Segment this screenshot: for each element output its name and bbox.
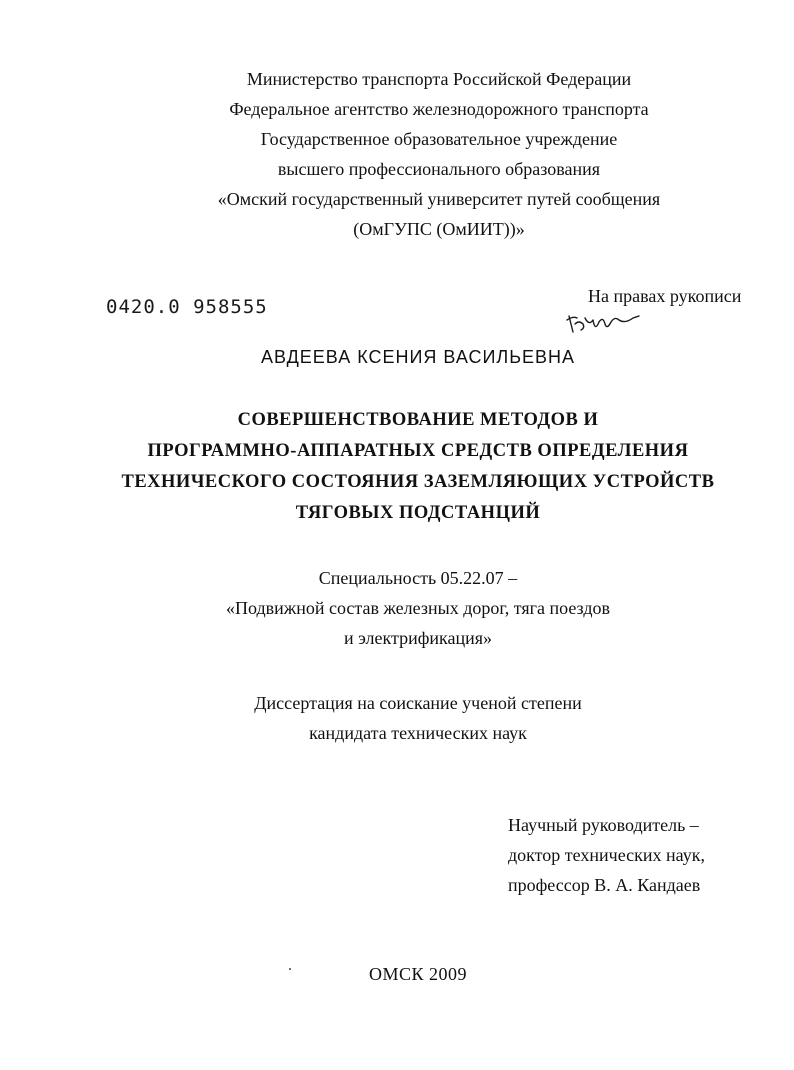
supervisor-block bbox=[508, 810, 705, 900]
degree-line: Диссертация на соискание ученой степени bbox=[254, 693, 582, 713]
supervisor-line: профессор В. А. Кандаев bbox=[508, 875, 701, 895]
title-line: ТЕХНИЧЕСКОГО СОСТОЯНИЯ ЗАЗЕМЛЯЮЩИХ УСТРОЙСТВ bbox=[121, 472, 715, 492]
specialty-line: «Подвижной состав железных дорог, тяга поездов bbox=[226, 598, 610, 618]
supervisor-line: доктор технических наук, bbox=[508, 845, 705, 865]
supervisor-line: Научный руководитель – bbox=[508, 815, 699, 835]
author-name: АВДЕЕВА КСЕНИЯ ВАСИЛЬЕВНА bbox=[260, 347, 576, 367]
header-line: Федеральное агентство железнодорожного транспорта bbox=[229, 99, 649, 119]
institution-header bbox=[42, 68, 794, 248]
specialty-line: Специальность 05.22.07 – bbox=[318, 568, 518, 588]
dissertation-title bbox=[0, 405, 794, 529]
header-line: Министерство транспорта Российской Федерации bbox=[246, 69, 632, 89]
header-line: высшего профессионального образования bbox=[277, 159, 601, 179]
rights-note: На правах рукописи bbox=[588, 286, 742, 306]
library-stamp-code: 0420.0 958555 bbox=[106, 296, 268, 318]
title-line: ТЯГОВЫХ ПОДСТАНЦИЙ bbox=[295, 503, 541, 523]
title-line: ПРОГРАММНО-АППАРАТНЫХ СРЕДСТВ ОПРЕДЕЛЕНИЯ bbox=[147, 441, 689, 461]
degree-line: кандидата технических наук bbox=[309, 723, 527, 743]
specialty-line: и электрификация» bbox=[343, 628, 493, 648]
degree-block bbox=[0, 688, 794, 748]
handwritten-signature bbox=[563, 306, 643, 338]
header-line: «Омский государственный университет путей сообщения bbox=[217, 189, 661, 209]
title-line: СОВЕРШЕНСТВОВАНИЕ МЕТОДОВ И bbox=[237, 410, 599, 430]
header-line: Государственное образовательное учреждение bbox=[260, 129, 618, 149]
specialty-block bbox=[0, 563, 794, 653]
city-year: ОМСК 2009 bbox=[368, 964, 467, 984]
header-line: (ОмГУПС (ОмИИТ))» bbox=[353, 219, 525, 239]
